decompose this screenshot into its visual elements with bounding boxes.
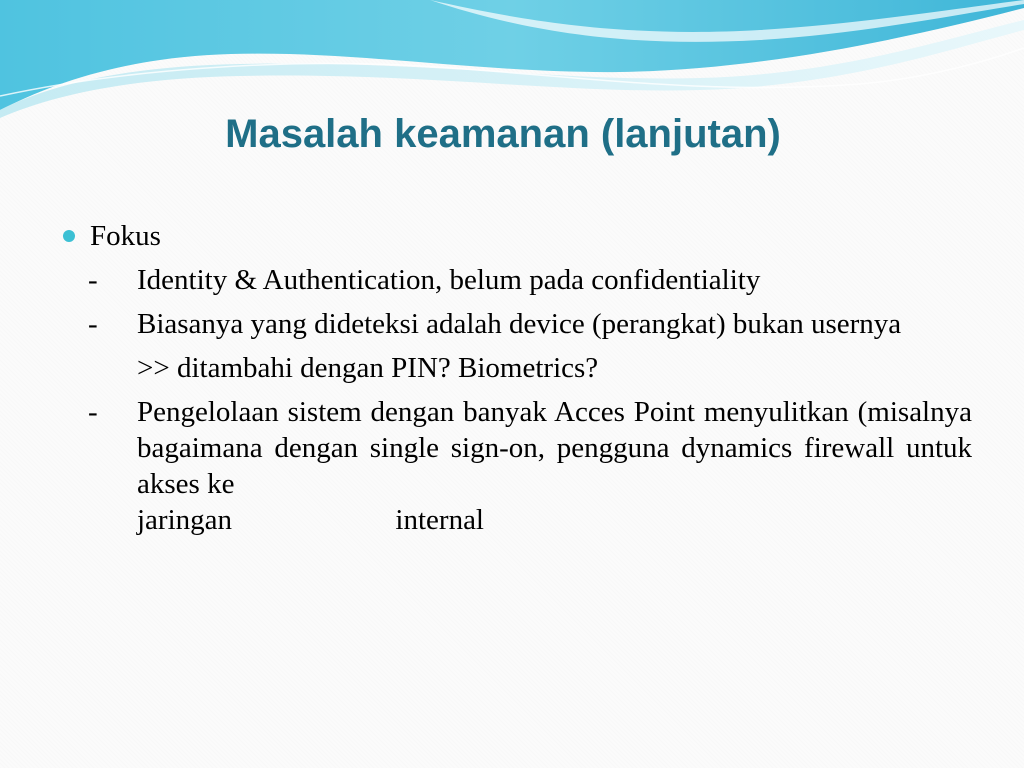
bullet-label: Fokus [90, 220, 161, 252]
header-wave-decoration [0, 0, 1024, 120]
sub-item-1 [60, 262, 972, 298]
bullet-item-fokus [60, 218, 972, 254]
sub-item-text: Pengelolaan sistem dengan banyak Acces Point menyulitkan (misalnya bagaimana dengan single sign-on, pengguna dynamics firewall untuk akses ke [137, 396, 972, 500]
sub-item-text: >> ditambahi dengan PIN? Biometrics? [137, 352, 599, 384]
sub-item-word: internal [395, 504, 484, 536]
sub-item-4 [60, 394, 972, 538]
sub-item-word: jaringan [137, 504, 233, 536]
dash-marker: - [88, 308, 98, 340]
sub-item-text: Identity & Authentication, belum pada confidentiality [137, 264, 761, 296]
sub-item-last-line [137, 502, 484, 538]
slide-title: Masalah keamanan (lanjutan) [225, 112, 781, 156]
dash-marker: - [88, 264, 98, 296]
bullet-dot-icon [63, 230, 75, 242]
sub-item-text: Biasanya yang dideteksi adalah device (perangkat) bukan usernya [137, 308, 902, 340]
sub-item-3 [60, 350, 972, 386]
dash-marker: - [88, 396, 98, 428]
sub-item-2 [60, 306, 972, 342]
slide-content [60, 218, 972, 546]
